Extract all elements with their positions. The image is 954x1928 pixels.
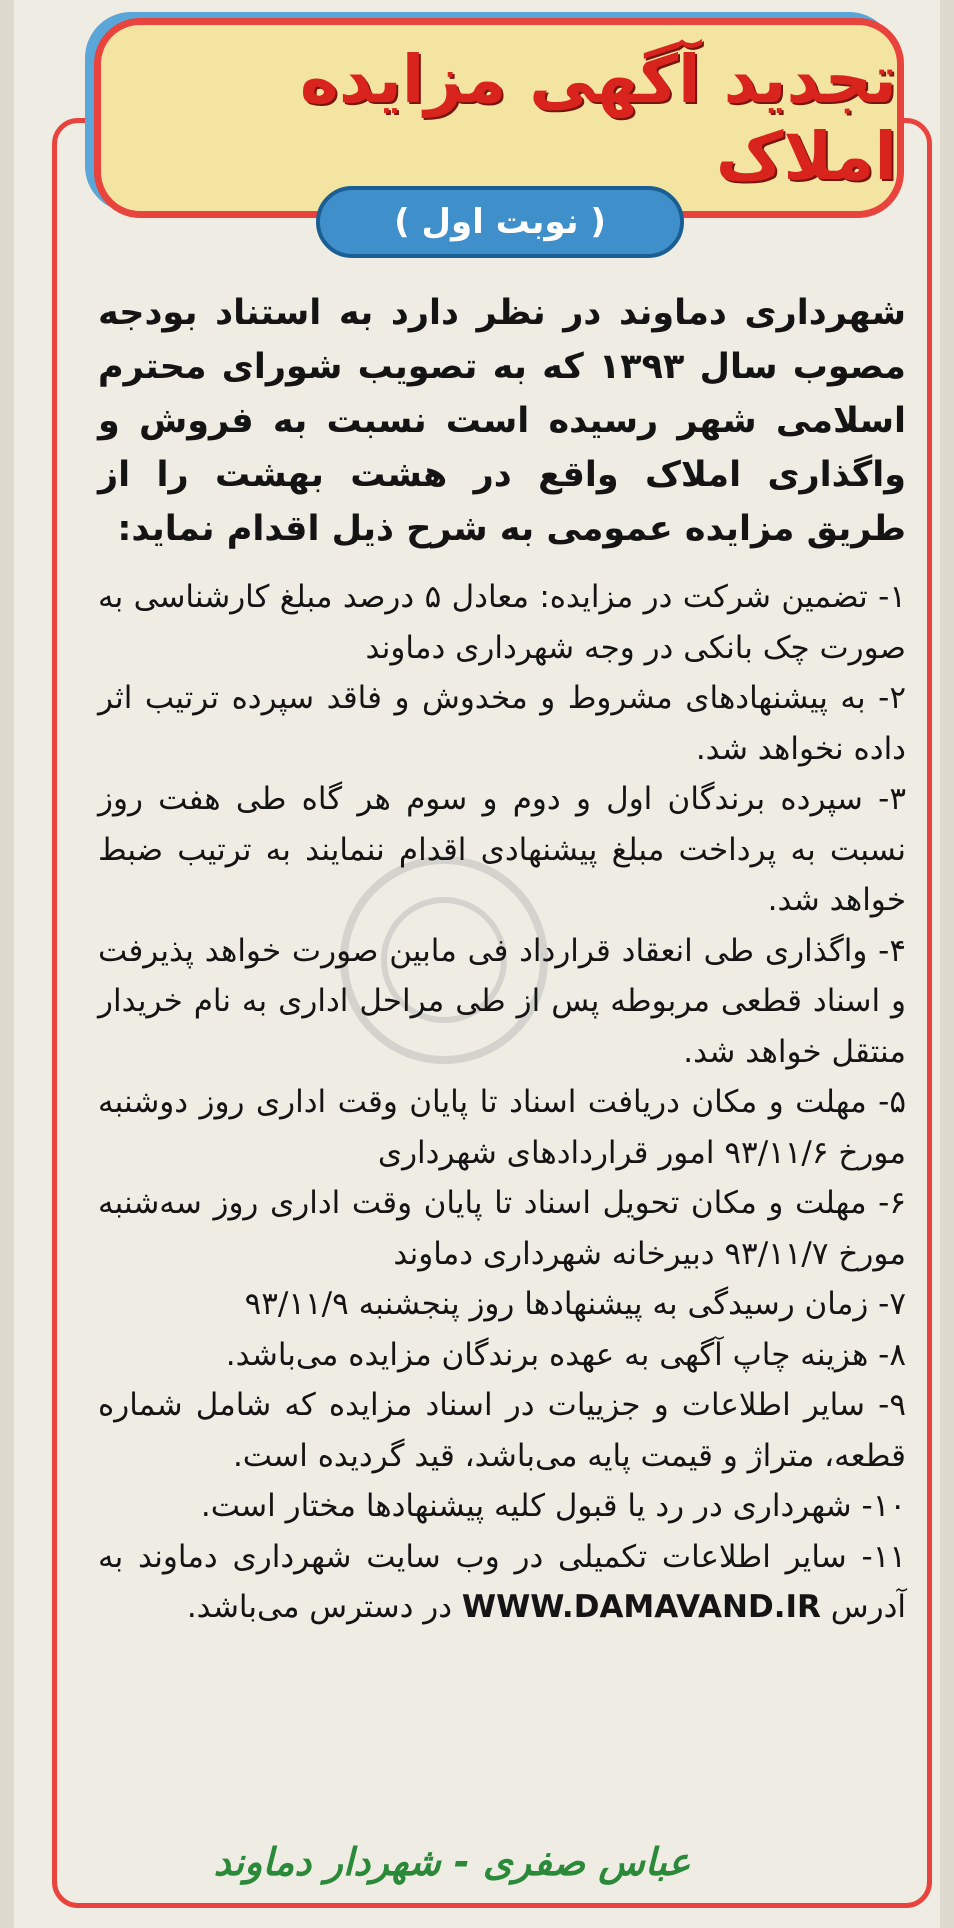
newspaper-clipping (14, 0, 940, 1928)
condition-item-3: ۳- سپرده برندگان اول و دوم و سوم هر گاه طی هفت روز نسبت به پرداخت مبلغ پیشنهادی اقدام ننمایند به ترتیب ضبط خواهد شد. (98, 781, 906, 918)
condition-item-9: ۹- سایر اطلاعات و جزییات در اسناد مزایده که شامل شماره قطعه، متراژ و قیمت پایه می‌باشد، قید گردیده است. (98, 1387, 906, 1474)
signature: عباس صفری - شهردار دماوند (213, 1840, 691, 1884)
condition-item-11-tail: در دسترس می‌باشد. (186, 1589, 462, 1625)
condition-item-7: ۷- زمان رسیدگی به پیشنهادها روز پنجشنبه ۹۳/۱۱/۹ (244, 1286, 906, 1322)
conditions-list (98, 572, 906, 1633)
condition-item-4: ۴- واگذاری طی انعقاد قرارداد فی مابین صورت خواهد پذیرفت و اسناد قطعی مربوطه پس از طی مراحل اداری به نام خریدار منتقل خواهد شد. (98, 932, 906, 1070)
condition-item-11 (98, 1532, 906, 1633)
ad-title: تجدید آگهی مزایده املاک (299, 41, 897, 195)
round-badge: ( نوبت اول ) (316, 186, 684, 258)
condition-item-10: ۱۰- شهرداری در رد یا قبول کلیه پیشنهادها مختار است. (200, 1488, 906, 1524)
condition-item-8: ۸- هزینه چاپ آگهی به عهده برندگان مزایده می‌باشد. (225, 1336, 906, 1373)
condition-item-6: ۶- مهلت و مکان تحویل اسناد تا پایان وقت اداری روز سه‌شنبه مورخ ۹۳/۱۱/۷ دبیرخانه شهرداری دماوند (98, 1185, 906, 1272)
condition-item-2: ۲- به پیشنهادهای مشروط و مخدوش و فاقد سپرده ترتیب اثر داده نخواهد شد. (98, 680, 906, 767)
ad-body (98, 286, 906, 1633)
intro-paragraph: شهرداری دماوند در نظر دارد به استناد بودجه مصوب سال ۱۳۹۳ که به تصویب شورای محترم اسلامی شهر رسیده است نسبت به فروش و واگذاری املاک واقع در هشت بهشت را از طریق مزایده عمومی به شرح ذیل اقدام نماید: (98, 293, 906, 549)
condition-item-1: ۱- تضمین شرکت در مزایده: معادل ۵ درصد مبلغ کارشناسی به صورت چک بانکی در وجه شهرداری دماوند (98, 579, 906, 666)
condition-item-11-text: ۱۱- سایر اطلاعات تکمیلی در وب سایت شهرداری دماوند به آدرس (98, 1538, 906, 1625)
condition-item-5: ۵- مهلت و مکان دریافت اسناد تا پایان وقت اداری روز دوشنبه مورخ ۹۳/۱۱/۶ امور قراردادهای شهرداری (98, 1084, 906, 1171)
website-link[interactable]: WWW.DAMAVAND.IR (461, 1589, 821, 1625)
